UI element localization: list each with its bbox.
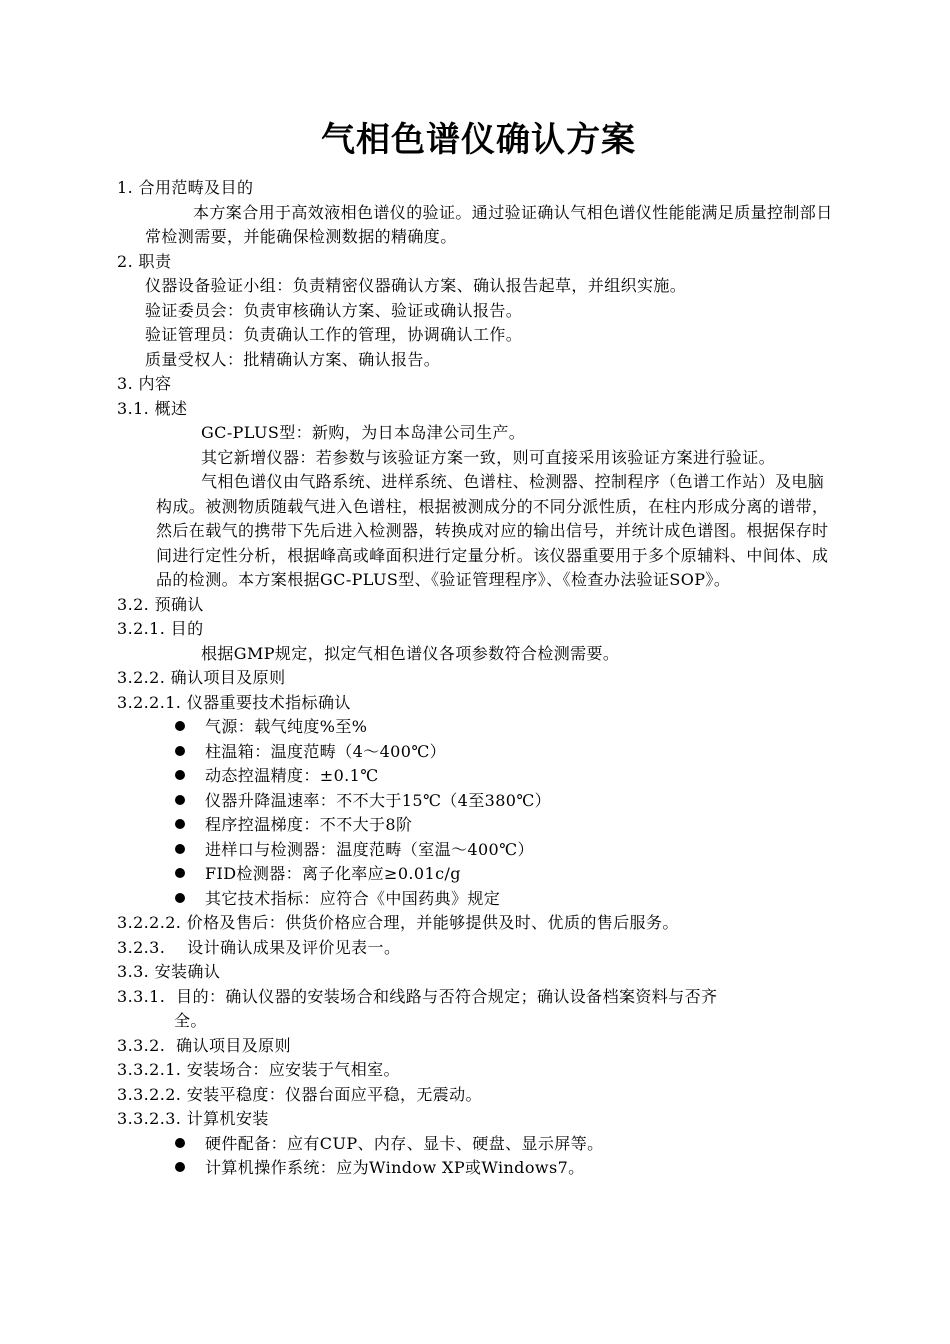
spec-bullet-item <box>117 887 840 912</box>
spec-bullet-text: 柱温箱：温度范畴（4～400℃） <box>205 741 447 761</box>
section-3-3-2-2-line: 3.3.2.2. 安装平稳度：仪器台面应平稳，无震动。 <box>117 1084 482 1104</box>
section-3-3-2-3-heading: 3.3.2.3. 计算机安装 <box>117 1109 269 1128</box>
section-3-3-2-heading: 3.3.2. 确认项目及原则 <box>117 1035 291 1055</box>
overview-description: 气相色谱仪由气路系统、进样系统、色谱柱、检测器、控制程序（色谱工作站）及电脑构成。被测物质随载气进入色谱柱，根据被测成分的不同分派性质，在柱内形成分离的谱带，然后在载气的携带下先后进入检测器，转换成对应的输出信号，并统计成色谱图。根据保存时间进行定性分析，根据峰高或峰面积进行定量分析。该仪器重要用于多个原辅料、中间体、成品的检测。本方案根据GC-PLUS型、《验证管理程序》、《检查办法验证SOP》。 <box>156 472 829 589</box>
bullet-dot-icon <box>175 838 205 863</box>
section-3-2-1-heading: 3.2.1. 目的 <box>117 619 204 638</box>
overview-other-instruments: 其它新增仪器：若参数与该验证方案一致，则可直接采用该验证方案进行验证。 <box>201 447 776 467</box>
spec-bullet-item <box>117 789 840 814</box>
bullet-dot-icon <box>175 1132 205 1157</box>
section-2-heading: 2. 职责 <box>117 251 172 271</box>
section-3-1-heading: 3.1. 概述 <box>117 398 188 418</box>
overview-model-line: GC-PLUS型：新购，为日本岛津公司生产。 <box>201 423 526 442</box>
bullet-dot-icon <box>175 764 205 789</box>
section-3-2-2-2-line: 3.2.2.2. 价格及售后：供货价格应合理，并能够提供及时、优质的售后服务。 <box>117 913 679 932</box>
bullet-dot-icon <box>175 715 205 740</box>
section-3-3-1-line: 3.3.1. 目的：确认仪器的安装场合和线路与否符合规定；确认设备档案资料与否齐 <box>117 986 718 1006</box>
responsibility-item: 仪器设备验证小组：负责精密仪器确认方案、确认报告起草，并组织实施。 <box>145 276 687 295</box>
spec-bullet-text: 其它技术指标：应符合《中国药典》规定 <box>205 888 501 908</box>
spec-bullet-text: 气源：载气纯度%至% <box>205 717 368 736</box>
section-3-3-heading: 3.3. 安装确认 <box>117 962 221 981</box>
spec-bullet-item <box>117 862 840 887</box>
spec-bullet-item <box>117 764 840 789</box>
responsibility-item: 验证委员会：负责审核确认方案、验证或确认报告。 <box>145 300 523 320</box>
spec-bullet-item <box>117 838 840 863</box>
section-3-2-2-1-heading: 3.2.2.1. 仪器重要技术指标确认 <box>117 692 351 712</box>
section-3-3-1-continuation: 全。 <box>174 1011 207 1030</box>
section-3-2-3-line: 3.2.3. 设计确认成果及评价见表一。 <box>117 937 401 957</box>
spec-bullet-text: 程序控温梯度：不不大于8阶 <box>205 815 413 834</box>
computer-bullet-text: 硬件配备：应有CUP、内存、显卡、硬盘、显示屏等。 <box>205 1133 604 1153</box>
section-3-2-1-text: 根据GMP规定，拟定气相色谱仪各项参数符合检测需要。 <box>201 643 620 663</box>
spec-bullet-item <box>117 740 840 765</box>
bullet-dot-icon <box>175 740 205 765</box>
section-3-heading: 3. 内容 <box>117 374 172 393</box>
section-1-paragraph: 本方案合用于高效液相色谱仪的验证。通过验证确认气相色谱仪性能能满足质量控制部日常检测需要，并能确保检测数据的精确度。 <box>145 202 833 246</box>
computer-bullet-text: 计算机操作系统：应为Window XP或Windows7。 <box>205 1158 585 1177</box>
spec-bullet-text: 动态控温精度：±0.1℃ <box>205 766 379 785</box>
document-title: 气相色谱仪确认方案 <box>321 120 636 160</box>
section-3-3-2-1-line: 3.3.2.1. 安装场合：应安装于气相室。 <box>117 1060 400 1079</box>
responsibility-item: 质量受权人：批精确认方案、确认报告。 <box>145 349 441 369</box>
bullet-dot-icon <box>175 1156 205 1181</box>
computer-bullet-item <box>117 1132 840 1157</box>
section-1-heading: 1. 合用范畴及目的 <box>117 178 254 197</box>
bullet-dot-icon <box>175 887 205 912</box>
section-3-2-2-heading: 3.2.2. 确认项目及原则 <box>117 668 286 687</box>
bullet-dot-icon <box>175 813 205 838</box>
section-3-2-heading: 3.2. 预确认 <box>117 594 204 614</box>
spec-bullet-text: FID检测器：离子化率应≥0.01c/g <box>205 864 461 883</box>
responsibility-item: 验证管理员：负责确认工作的管理，协调确认工作。 <box>145 325 523 344</box>
spec-bullet-item <box>117 715 840 740</box>
bullet-dot-icon <box>175 862 205 887</box>
computer-bullet-item <box>117 1156 840 1181</box>
spec-bullet-text: 进样口与检测器：温度范畴（室温～400℃） <box>205 839 534 859</box>
bullet-dot-icon <box>175 789 205 814</box>
spec-bullet-text: 仪器升降温速率：不不大于15℃（4至380℃） <box>205 790 552 810</box>
spec-bullet-item <box>117 813 840 838</box>
